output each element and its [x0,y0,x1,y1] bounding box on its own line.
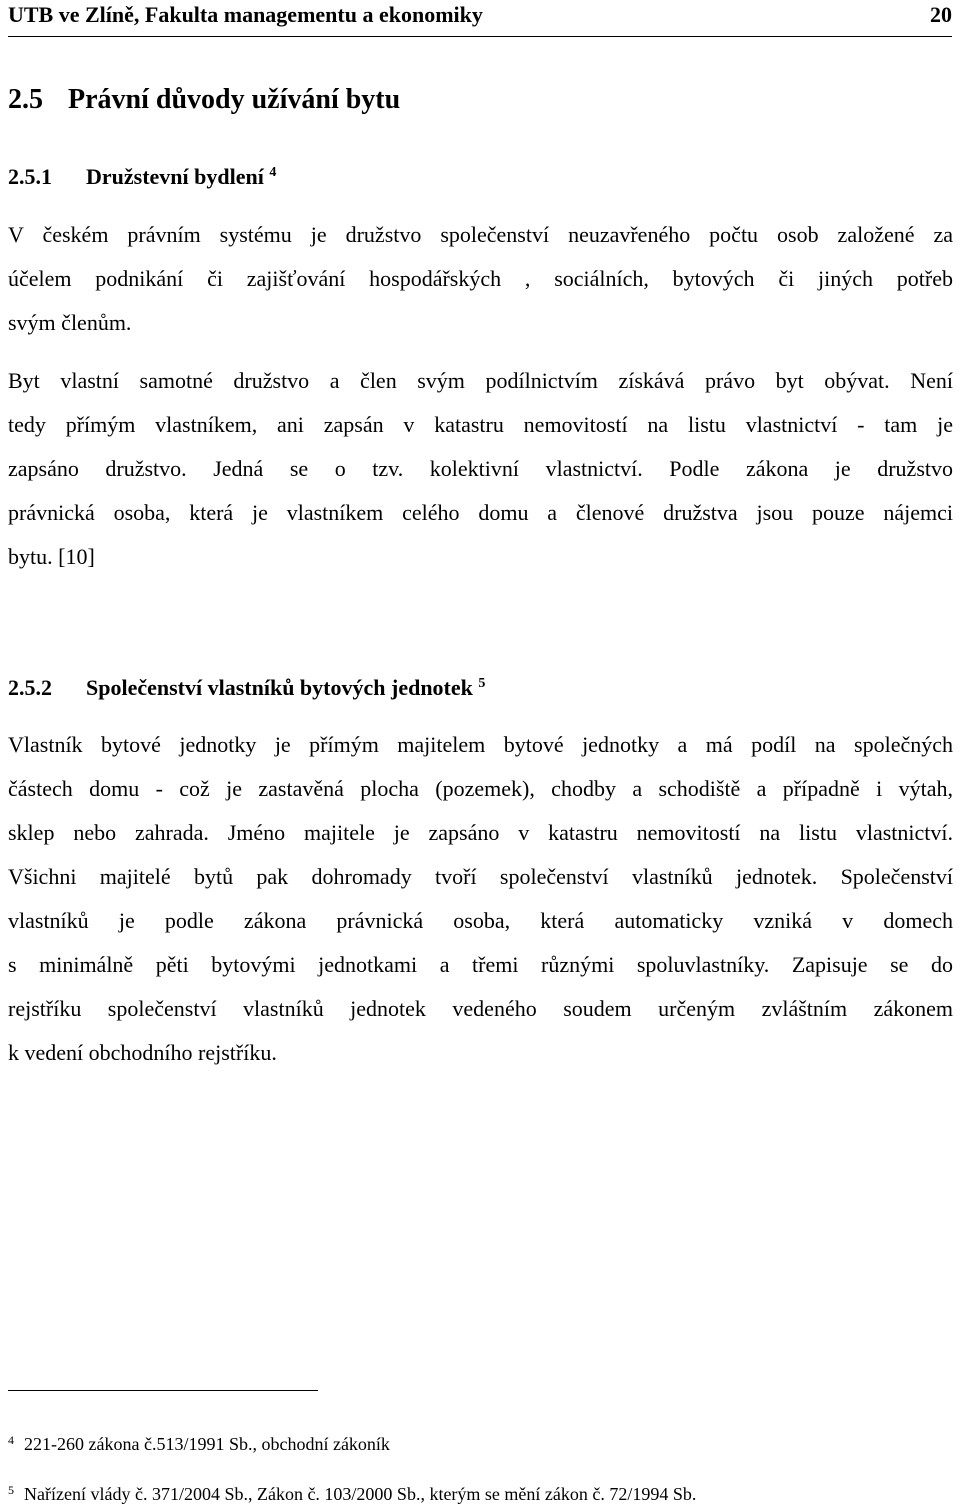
text-line: k vedení obchodního rejstříku. [8,1040,277,1065]
footnote-ref: 4 [269,165,277,180]
footnote-ref: 5 [478,676,486,691]
subsection-title: Družstevní bydlení [86,164,264,189]
subsection-number: 2.5.1 [8,164,52,189]
subsection-heading-cooperative [8,162,276,192]
footnote-text: Nařízení vlády č. 371/2004 Sb., Zákon č. 103/2000 Sb., kterým se mění zákon č. 72/1994 Sb. [24,1484,697,1504]
footnote-mark: 5 [8,1483,14,1497]
text-line: Všichni majitelé bytů pak dohromady tvoří společenství vlastníků jednotek. Společenství [8,864,953,889]
footnote-5 [8,1482,696,1508]
text-line: částech domu - což je zastavěná plocha (pozemek), chodby a schodiště a případně i výtah, [8,776,953,801]
text-line: účelem podnikání či zajišťování hospodářských , sociálních, bytových či jiných potřeb [8,266,953,291]
footnote-text: 221-260 zákona č.513/1991 Sb., obchodní zákoník [24,1434,390,1454]
footnote-separator [8,1390,318,1391]
text-line: rejstříku společenství vlastníků jednotek vedeného soudem určeným zvláštním zákonem [8,996,953,1021]
page-header [8,0,952,37]
paragraph-owners-association [8,723,953,1075]
paragraph-cooperative-definition [8,213,953,345]
subsection-title: Společenství vlastníků bytových jednotek [86,675,473,700]
subsection-heading-owners-association [8,673,485,703]
text-line: sklep nebo zahrada. Jméno majitele je zapsáno v katastru nemovitostí na listu vlastnictví. [8,820,953,845]
section-number: 2.5 [8,84,43,115]
text-line: Vlastník bytové jednotky je přímým majitelem bytové jednotky a má podíl na společných [8,732,953,757]
header-title: UTB ve Zlíně, Fakulta managementu a ekonomiky [8,2,483,27]
text-line: vlastníků je podle zákona právnická osoba, která automaticky vzniká v domech [8,908,953,933]
section-title: Právní důvody užívání bytu [68,84,401,115]
subsection-number: 2.5.2 [8,675,52,700]
text-line: s minimálně pěti bytovými jednotkami a třemi různými spoluvlastníky. Zapisuje se do [8,952,953,977]
page-number: 20 [930,2,952,27]
footnote-4 [8,1432,390,1458]
text-line: svým členům. [8,310,132,335]
footnote-mark: 4 [8,1433,14,1447]
text-line: zapsáno družstvo. Jedná se o tzv. kolektivní vlastnictví. Podle zákona je družstvo [8,456,953,481]
section-heading [8,82,400,118]
text-line: Byt vlastní samotné družstvo a člen svým podílnictvím získává právo byt obývat. Není [8,368,953,393]
text-line: bytu. [10] [8,544,95,569]
text-line: právnická osoba, která je vlastníkem celého domu a členové družstva jsou pouze nájemci [8,500,953,525]
text-line: V českém právním systému je družstvo společenství neuzavřeného počtu osob založené za [8,222,953,247]
paragraph-cooperative-ownership [8,359,953,579]
text-line: tedy přímým vlastníkem, ani zapsán v katastru nemovitostí na listu vlastnictví - tam je [8,412,953,437]
